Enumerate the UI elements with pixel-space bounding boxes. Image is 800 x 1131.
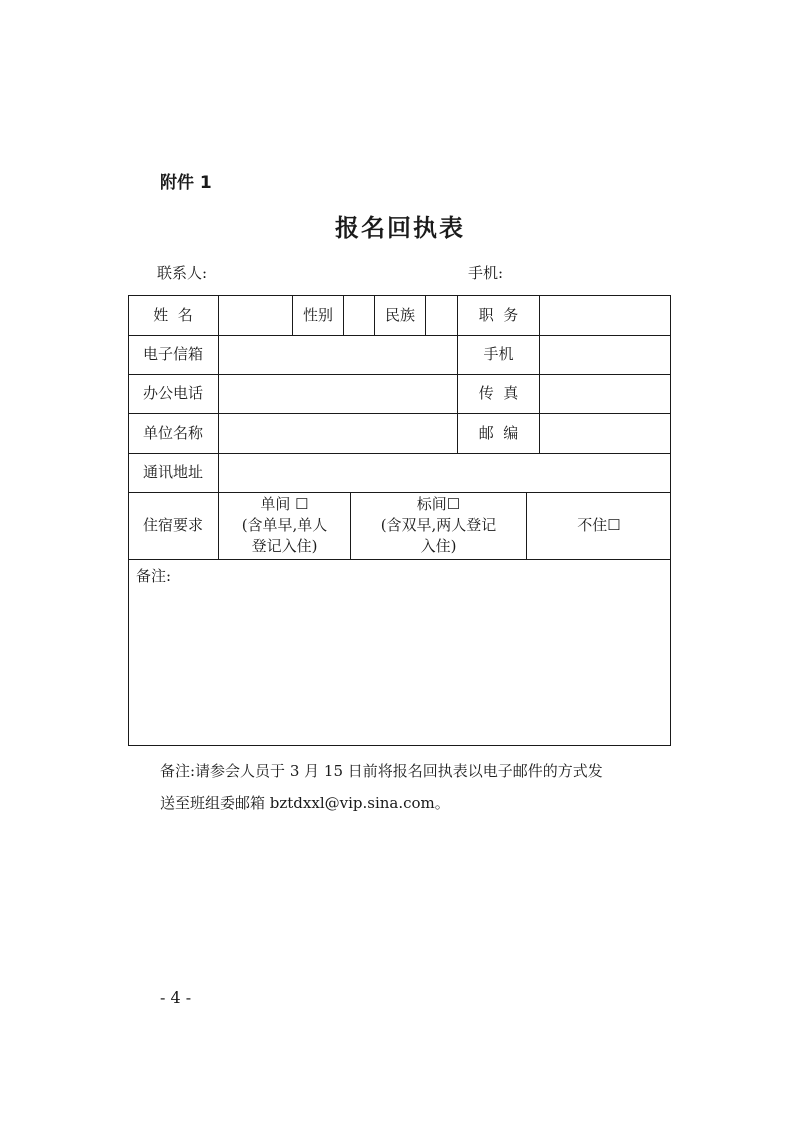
lodging-standard-line3: 入住) <box>420 537 457 555</box>
gender-input[interactable] <box>344 295 374 335</box>
name-label: 姓 名 <box>153 305 193 324</box>
attachment-label: 附件 1 <box>160 173 212 193</box>
fax-input[interactable] <box>540 374 671 413</box>
address-label: 通讯地址 <box>142 463 203 481</box>
lodging-single-line1: 单间 ☐ <box>260 495 309 513</box>
lodging-option-single[interactable] <box>219 492 350 559</box>
lodging-standard-line1: 标间☐ <box>416 495 461 513</box>
office-phone-input[interactable] <box>219 374 457 413</box>
lodging-standard-line2: (含双早,两人登记 <box>380 516 497 534</box>
fax-label: 传 真 <box>478 384 519 402</box>
remarks-line-1: 备注:请参会人员于 3 月 15 日前将报名回执表以电子邮件的方式发 <box>160 762 603 780</box>
contact-phone-label: 手机: <box>468 264 504 282</box>
position-label: 职 务 <box>478 305 519 324</box>
postcode-label: 邮 编 <box>478 423 519 442</box>
contact-person-label: 联系人: <box>157 264 208 282</box>
address-input[interactable] <box>219 453 671 492</box>
notes-input[interactable] <box>129 590 670 745</box>
page-number: - 4 - <box>160 988 192 1007</box>
remarks-line-2: 送至班组委邮箱 bztdxxl@vip.sina.com。 <box>160 794 450 812</box>
email-label: 电子信箱 <box>142 345 203 363</box>
name-input[interactable] <box>219 295 292 335</box>
row-divider <box>128 559 671 560</box>
ethnicity-label: 民族 <box>384 305 415 324</box>
office-phone-label: 办公电话 <box>142 384 203 402</box>
lodging-single-line2: (含单早,单人 <box>241 516 328 534</box>
position-input[interactable] <box>540 295 671 335</box>
lodging-option-standard[interactable] <box>351 492 526 559</box>
unit-label: 单位名称 <box>142 423 203 442</box>
gender-label: 性别 <box>302 305 333 324</box>
unit-input[interactable] <box>219 413 457 453</box>
postcode-input[interactable] <box>540 413 671 453</box>
lodging-single-line3: 登记入住) <box>251 537 318 555</box>
page-title: 报名回执表 <box>335 214 465 242</box>
registration-form-table <box>128 295 671 746</box>
mobile-label: 手机 <box>483 345 514 363</box>
lodging-label: 住宿要求 <box>142 516 203 534</box>
notes-label: 备注: <box>136 566 172 585</box>
mobile-input[interactable] <box>540 335 671 374</box>
email-input[interactable] <box>219 335 457 374</box>
ethnicity-input[interactable] <box>426 295 457 335</box>
lodging-option-none[interactable]: 不住☐ <box>577 516 621 534</box>
